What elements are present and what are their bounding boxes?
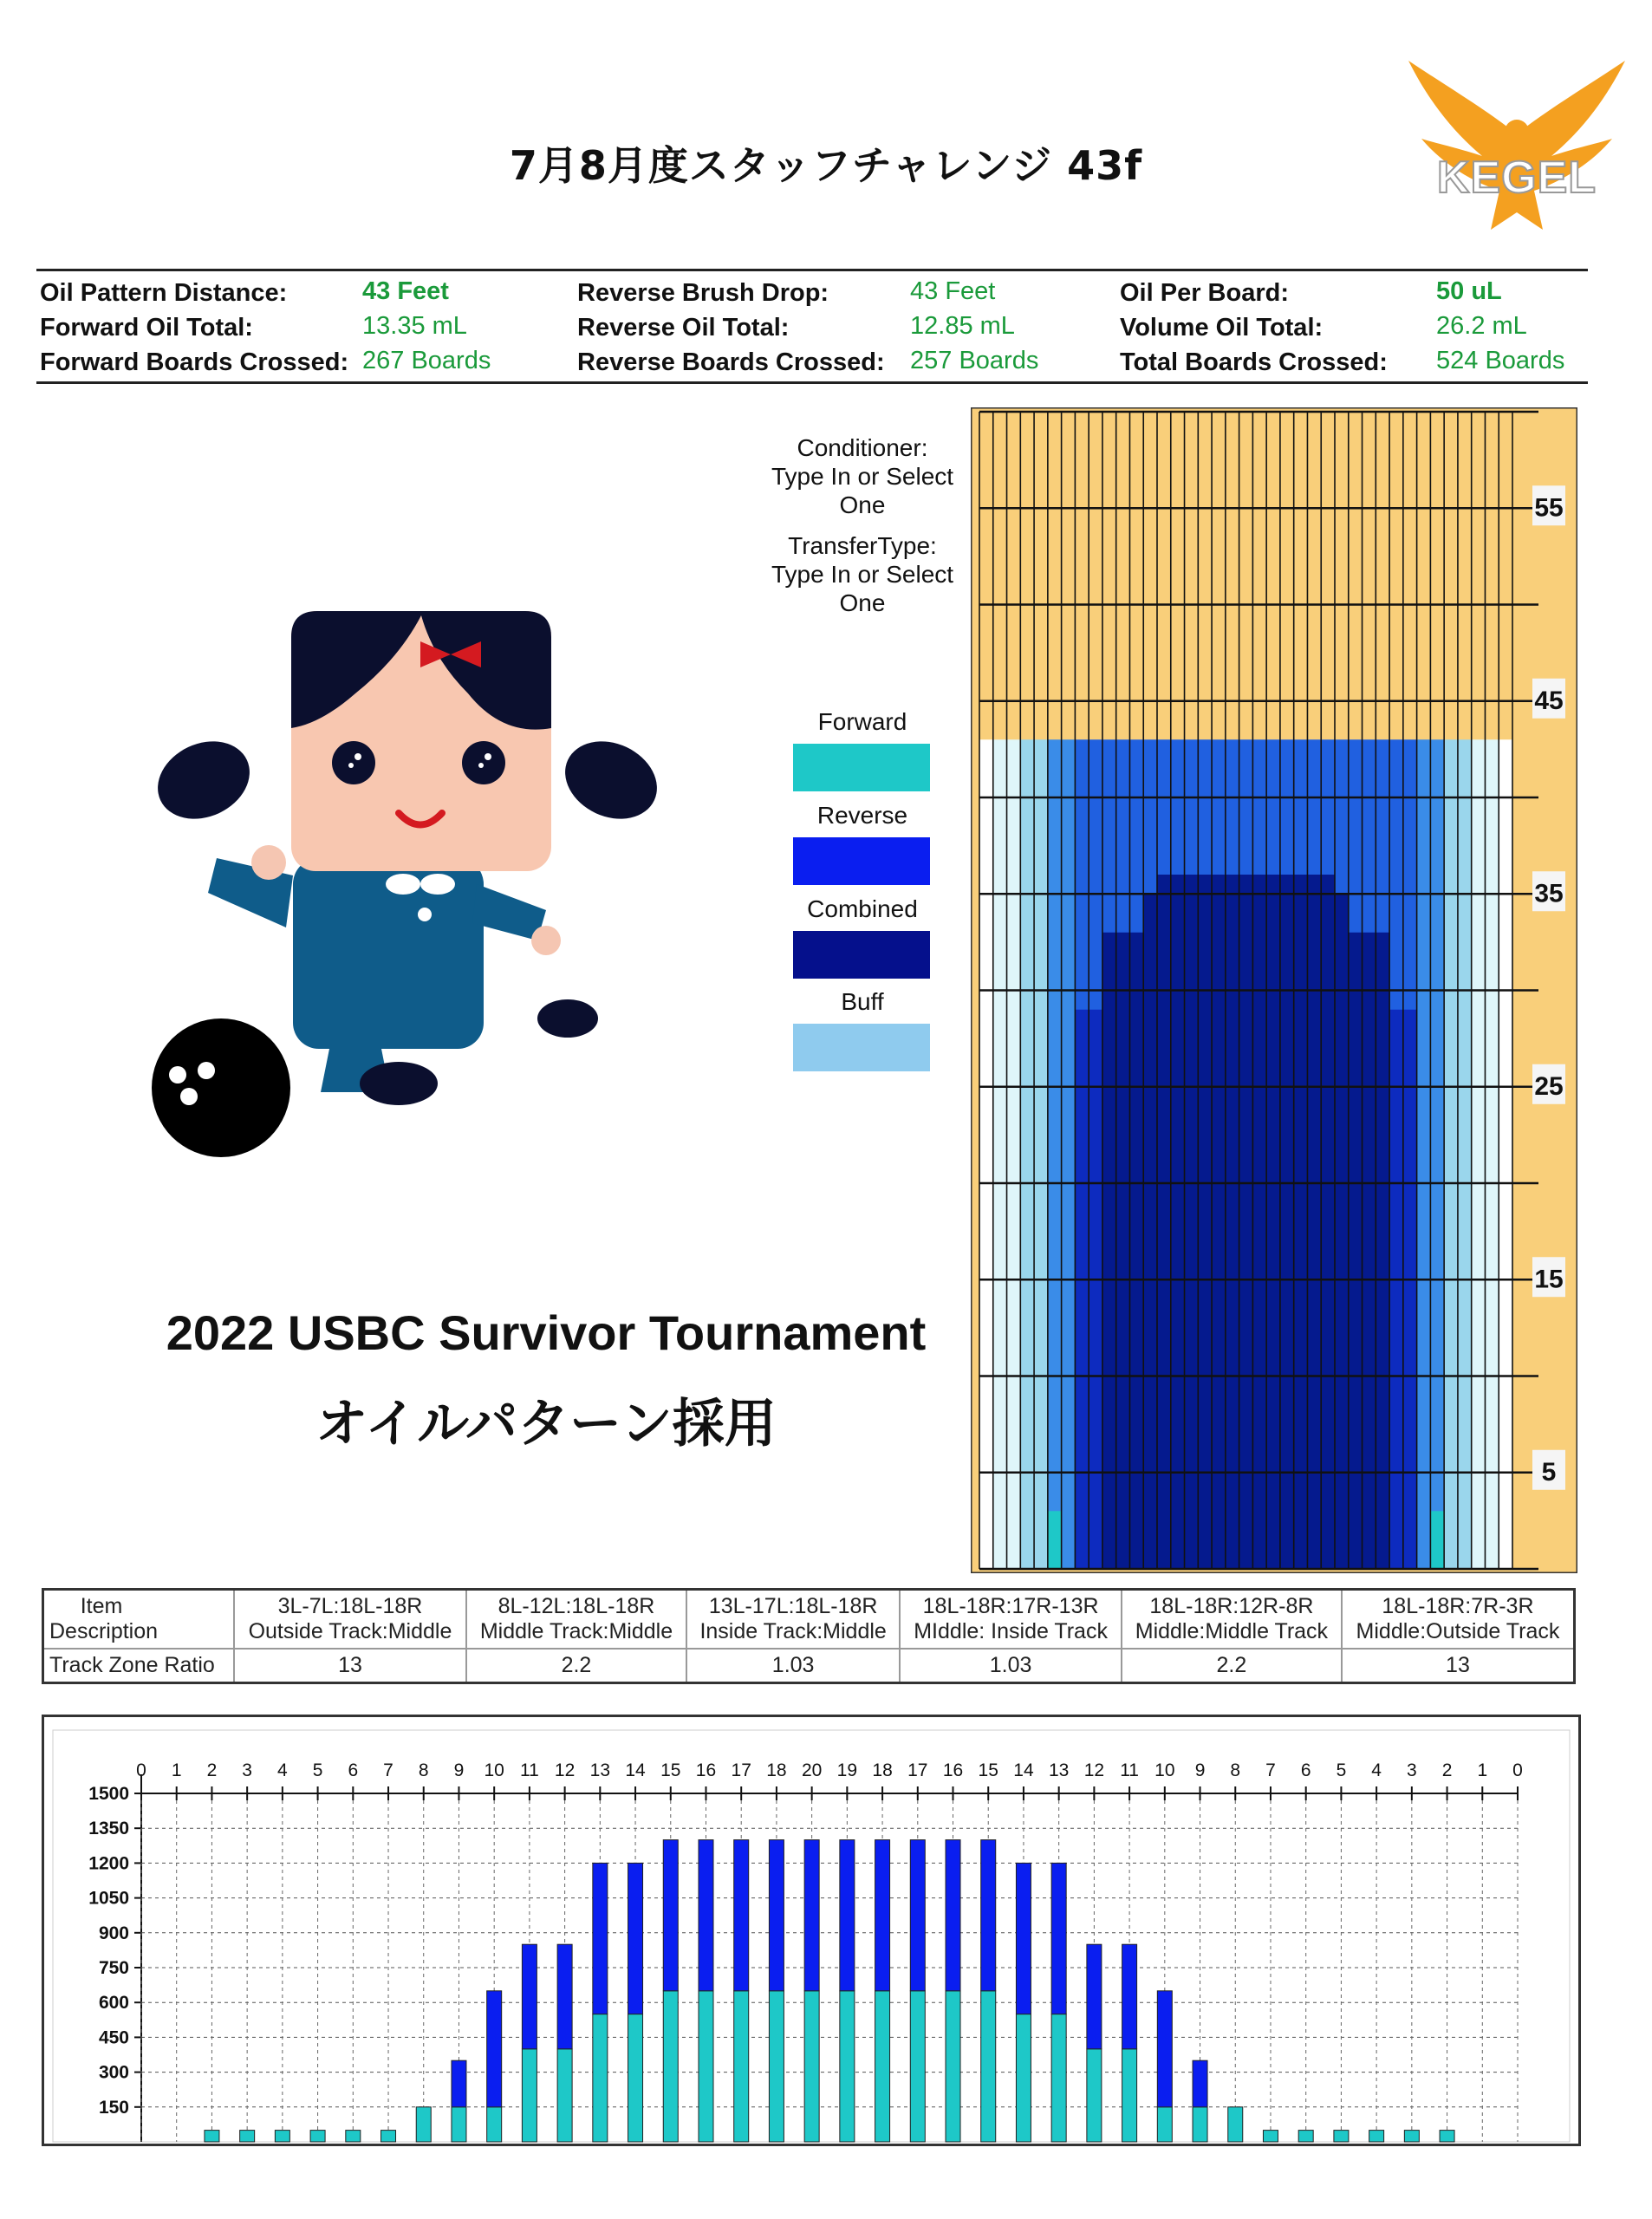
stat-label: Reverse Boards Crossed:	[577, 348, 885, 376]
x-tick-label: 12	[554, 1760, 576, 1780]
y-tick-label: 300	[98, 2062, 129, 2083]
bar-reverse	[946, 1840, 960, 1991]
x-tick-label: 7	[1265, 1760, 1276, 1780]
stat-label: Forward Boards Crossed:	[40, 348, 349, 376]
stat-value: 26.2 mL	[1436, 312, 1527, 340]
x-tick-label: 20	[801, 1760, 823, 1780]
y-tick-label: 150	[98, 2097, 129, 2118]
bar-forward	[910, 1991, 925, 2142]
x-tick-label: 4	[1371, 1760, 1382, 1780]
bar-forward	[663, 1991, 678, 2142]
bar-forward	[416, 2107, 431, 2142]
stat-value: 13.35 mL	[362, 312, 467, 340]
bar-forward	[840, 1991, 855, 2142]
x-tick-label: 18	[766, 1760, 787, 1780]
x-tick-label: 10	[1154, 1760, 1175, 1780]
bar-forward	[699, 1991, 713, 2142]
stat-label: Oil Per Board:	[1120, 279, 1289, 307]
stats-bottom-rule	[36, 381, 1588, 384]
lane-board-column	[1034, 739, 1048, 1569]
lane-tick-label: 45	[1534, 686, 1564, 715]
lane-board-column	[1430, 739, 1444, 1569]
stat-label: Total Boards Crossed:	[1120, 348, 1388, 376]
table-header-cell: 13L-17L:18L-18R Inside Track:Middle	[686, 1590, 900, 1650]
x-tick-label: 10	[484, 1760, 504, 1780]
lane-board-column	[1444, 739, 1458, 1569]
y-tick-label: 1350	[88, 1819, 129, 1839]
x-tick-label: 19	[836, 1760, 858, 1780]
lane-pattern-chart	[971, 407, 1577, 1573]
lane-tick-label: 35	[1534, 879, 1564, 908]
x-tick-label: 4	[277, 1760, 288, 1780]
table-header-cell: 18L-18R:12R-8R Middle:Middle Track	[1122, 1590, 1342, 1650]
table-cell: 13	[1342, 1649, 1575, 1683]
y-tick-label: 1200	[88, 1853, 129, 1874]
stat-value: 267 Boards	[362, 347, 491, 374]
stat-label: Oil Pattern Distance:	[40, 279, 288, 307]
bar-forward	[1440, 2131, 1454, 2142]
table-header-cell: 18L-18R:17R-13R MIddle: Inside Track	[900, 1590, 1122, 1650]
transfer-label: TransferType:	[788, 532, 937, 559]
stats-top-rule	[36, 269, 1588, 271]
bar-reverse	[452, 2060, 466, 2107]
lane-tick-label: 25	[1534, 1071, 1564, 1101]
lane-tick-label: 5	[1541, 1457, 1557, 1487]
legend-label: Forward	[817, 708, 907, 735]
stat-value: 12.85 mL	[910, 312, 1015, 340]
lane-forward-mark	[1430, 1511, 1444, 1569]
bar-reverse	[840, 1840, 855, 1991]
legend-label: Combined	[807, 895, 918, 922]
x-tick-label: 15	[660, 1760, 681, 1780]
bar-forward	[1087, 2049, 1102, 2142]
bar-forward	[452, 2107, 466, 2142]
bar-reverse	[1157, 1991, 1172, 2107]
logo-text: KEGEL	[1436, 153, 1597, 203]
table-header-cell: 3L-7L:18L-18R Outside Track:Middle	[234, 1590, 466, 1650]
x-tick-label: 12	[1083, 1760, 1105, 1780]
bar-forward	[804, 1991, 819, 2142]
bar-reverse	[734, 1840, 749, 1991]
kegel-logo	[1395, 52, 1638, 260]
x-tick-label: 16	[695, 1760, 717, 1780]
conditioner-value: Type In or Select One	[771, 463, 954, 518]
bar-forward	[1404, 2131, 1419, 2142]
oil-volume-bar-chart	[42, 1715, 1581, 2146]
stat-label: Reverse Oil Total:	[577, 314, 790, 342]
bar-forward	[1193, 2107, 1207, 2142]
bar-reverse	[804, 1840, 819, 1991]
lane-board-column	[1472, 739, 1486, 1569]
bar-forward	[275, 2131, 289, 2142]
legend-swatch-buff	[793, 1024, 930, 1071]
x-tick-label: 14	[625, 1760, 646, 1780]
x-tick-label: 13	[589, 1760, 611, 1780]
table-cell: 2.2	[466, 1649, 686, 1683]
legend-swatch-combined	[793, 931, 930, 979]
bar-reverse	[522, 1944, 537, 2049]
bar-reverse	[1193, 2060, 1207, 2107]
x-tick-label: 17	[731, 1760, 751, 1780]
bar-forward	[734, 1991, 749, 2142]
conditioner-notes	[745, 433, 979, 617]
x-tick-label: 11	[519, 1760, 539, 1780]
table-cell: 2.2	[1122, 1649, 1342, 1683]
bar-reverse	[1051, 1863, 1066, 2014]
bar-forward	[1263, 2131, 1278, 2142]
bar-reverse	[981, 1840, 996, 1991]
legend-swatch-reverse	[793, 837, 930, 885]
bar-forward	[346, 2131, 361, 2142]
bar-reverse	[875, 1840, 890, 1991]
bar-forward	[628, 2014, 643, 2142]
table-header-cell: 18L-18R:7R-3R Middle:Outside Track	[1342, 1590, 1575, 1650]
bar-reverse	[1087, 1944, 1102, 2049]
stat-label: Reverse Brush Drop:	[577, 279, 829, 307]
bar-forward	[1228, 2107, 1243, 2142]
lane-tick-label: 15	[1534, 1265, 1564, 1294]
x-tick-label: 1	[1477, 1760, 1488, 1780]
bar-forward	[310, 2131, 325, 2142]
table-row	[43, 1649, 1575, 1683]
bar-forward	[946, 1991, 960, 2142]
bar-chart-svg	[44, 1717, 1578, 2144]
x-tick-label: 9	[453, 1760, 465, 1780]
conditioner-label: Conditioner:	[797, 434, 928, 461]
stat-label: Volume Oil Total:	[1120, 314, 1324, 342]
x-tick-label: 5	[1336, 1760, 1347, 1780]
lane-board-column	[1499, 739, 1512, 1569]
lane-board-column	[979, 739, 993, 1569]
lane-board-column	[1020, 739, 1034, 1569]
x-tick-label: 17	[907, 1760, 928, 1780]
bar-reverse	[1016, 1863, 1031, 2014]
lane-board-column	[1458, 739, 1472, 1569]
bar-forward	[522, 2049, 537, 2142]
x-tick-label: 18	[872, 1760, 893, 1780]
x-tick-label: 0	[136, 1760, 146, 1780]
lane-board-column	[1417, 739, 1431, 1569]
y-tick-label: 900	[98, 1923, 129, 1943]
bar-forward	[875, 1991, 890, 2142]
x-tick-label: 16	[942, 1760, 964, 1780]
bar-forward	[1298, 2131, 1313, 2142]
x-tick-label: 7	[383, 1760, 393, 1780]
table-cell: 1.03	[900, 1649, 1122, 1683]
bar-forward	[1157, 2107, 1172, 2142]
bar-reverse	[699, 1840, 713, 1991]
y-tick-label: 1050	[88, 1888, 129, 1909]
bar-reverse	[1122, 1944, 1137, 2049]
y-tick-label: 450	[98, 2027, 129, 2048]
x-tick-label: 14	[1013, 1760, 1034, 1780]
bar-forward	[593, 2014, 608, 2142]
table-cell: 1.03	[686, 1649, 900, 1683]
legend-swatch-forward	[793, 744, 930, 791]
lane-board-column	[993, 739, 1007, 1569]
lane-board-column	[1048, 739, 1062, 1569]
x-tick-label: 0	[1512, 1760, 1523, 1780]
stat-value: 43 Feet	[362, 277, 449, 305]
x-tick-label: 6	[1300, 1760, 1311, 1780]
bar-forward	[557, 2049, 572, 2142]
x-tick-label: 5	[312, 1760, 323, 1780]
lane-board-column	[1007, 739, 1021, 1569]
bar-forward	[1334, 2131, 1349, 2142]
track-zone-ratio-table	[42, 1588, 1576, 1684]
caption-line-2: オイルパターン採用	[315, 1394, 777, 1454]
x-tick-label: 3	[1407, 1760, 1417, 1780]
x-tick-label: 9	[1194, 1760, 1206, 1780]
x-tick-label: 6	[348, 1760, 359, 1780]
table-header-cell: 8L-12L:18L-18R Middle Track:Middle	[466, 1590, 686, 1650]
bar-forward	[981, 1991, 996, 2142]
bar-reverse	[769, 1840, 784, 1991]
bar-forward	[1122, 2049, 1137, 2142]
x-tick-label: 13	[1048, 1760, 1070, 1780]
bar-forward	[205, 2131, 219, 2142]
table-cell: 13	[234, 1649, 466, 1683]
x-tick-label: 8	[1230, 1760, 1241, 1780]
stat-label: Forward Oil Total:	[40, 314, 253, 342]
bar-reverse	[663, 1840, 678, 1991]
lane-pattern-svg	[971, 407, 1577, 1573]
stat-value: 43 Feet	[910, 277, 996, 305]
page-title: 7月8月度スタッフチャレンジ 43f	[509, 142, 1143, 189]
bar-reverse	[910, 1840, 925, 1991]
bar-forward	[487, 2107, 502, 2142]
x-tick-label: 2	[206, 1760, 218, 1780]
legend-label: Buff	[841, 988, 884, 1015]
stat-value: 524 Boards	[1436, 347, 1565, 374]
x-tick-label: 8	[418, 1760, 429, 1780]
bar-reverse	[593, 1863, 608, 2014]
bar-forward	[381, 2131, 396, 2142]
y-tick-label: 1500	[88, 1784, 129, 1804]
x-tick-label: 11	[1120, 1760, 1140, 1780]
bar-forward	[1369, 2131, 1384, 2142]
bar-reverse	[628, 1863, 643, 2014]
table-row-label: Track Zone Ratio	[43, 1649, 235, 1683]
bar-reverse	[487, 1991, 502, 2107]
lane-board-column	[1485, 739, 1499, 1569]
bar-forward	[1051, 2014, 1066, 2142]
caption-line-1: 2022 USBC Survivor Tournament	[166, 1305, 927, 1360]
bar-reverse	[557, 1944, 572, 2049]
table-header-row	[43, 1590, 1575, 1650]
bar-forward	[240, 2131, 255, 2142]
mascot-illustration	[139, 598, 659, 1170]
stat-value: 257 Boards	[910, 347, 1039, 374]
lane-tick-label: 55	[1534, 493, 1564, 523]
lane-board-column	[1062, 739, 1076, 1569]
legend-label: Reverse	[816, 802, 908, 829]
table-header-cell: Item Description	[43, 1590, 235, 1650]
transfer-value: Type In or Select One	[771, 561, 954, 616]
y-tick-label: 750	[98, 1958, 129, 1978]
x-tick-label: 1	[171, 1760, 182, 1780]
bar-forward	[769, 1991, 784, 2142]
x-tick-label: 15	[978, 1760, 998, 1780]
x-tick-label: 2	[1441, 1760, 1453, 1780]
x-tick-label: 3	[242, 1760, 252, 1780]
y-tick-label: 600	[98, 1993, 129, 2014]
bar-forward	[1016, 2014, 1031, 2142]
lane-forward-mark	[1048, 1511, 1062, 1569]
stat-value: 50 uL	[1436, 277, 1502, 305]
